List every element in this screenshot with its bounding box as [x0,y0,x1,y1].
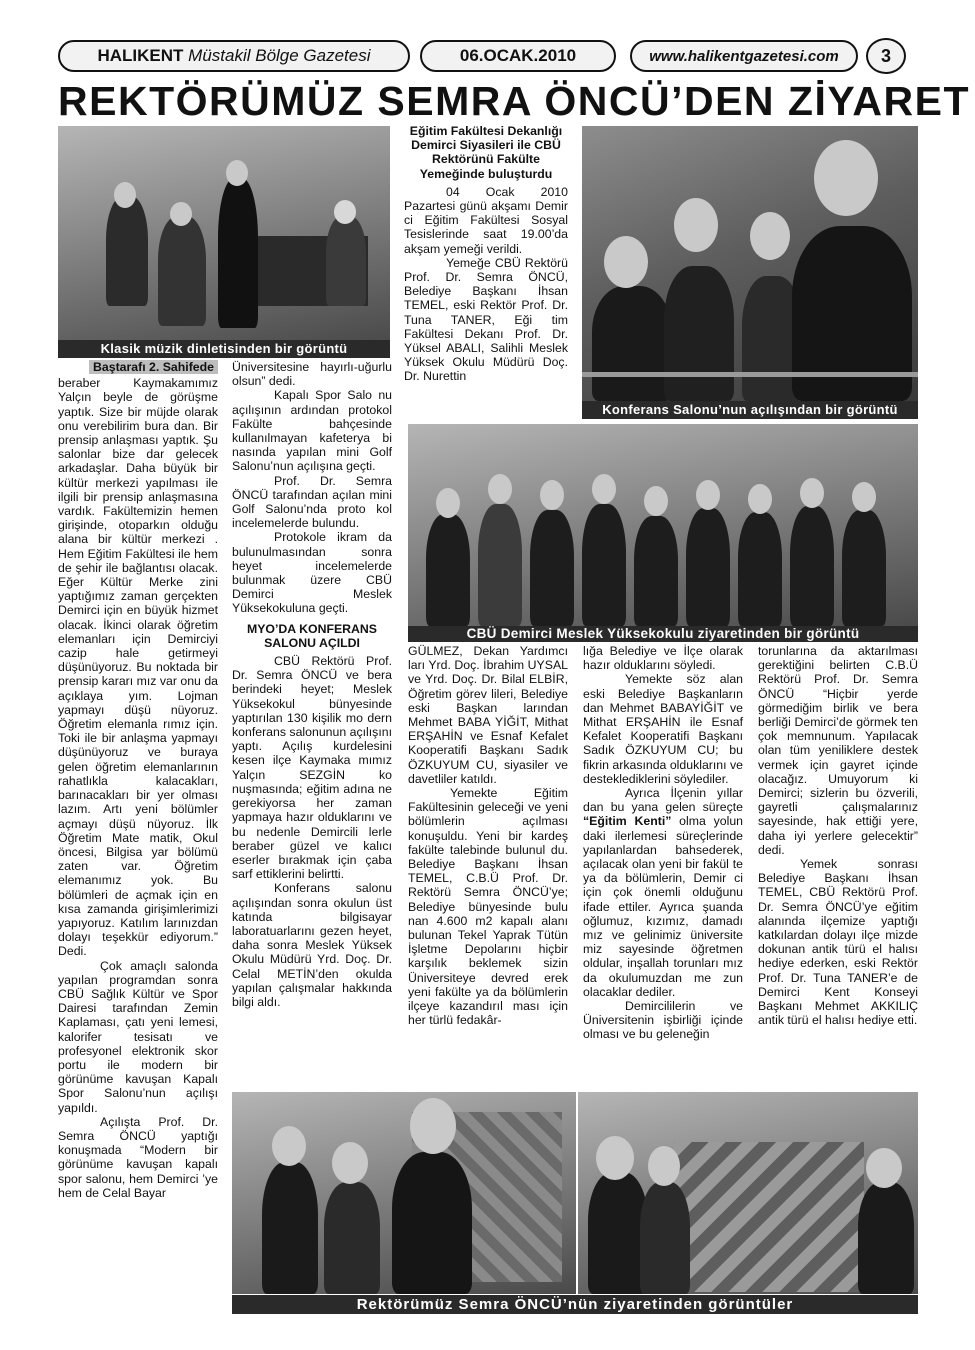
article-column-3-top [404,124,568,384]
website-box[interactable] [630,40,858,72]
col2-paragraph-6: Konferans salonu açılışından sonra okulun üst katında bilgisayar laboratuarlarını gezen heyet, daha sonra Meslek Yüksek Okulu Müdürü Yrd. Doç. Dr. Celal METİN’den okulda yapılan çalışmalar hakkında bilgi aldı. [232,881,392,1009]
col1-paragraph-3: Açılışta Prof. Dr. Semra ÖNCÜ yaptığı konuşmada “Modern bir görünüme kavuşan kapalı spor salonu, hem Demirci ’ye hem de Celal Bayar [58,1114,218,1200]
col1-paragraph-2: Çok amaçlı salonda yapılan programdan sonra CBÜ Sağlık Kültür ve Spor Dairesi tarafından Zemin Kaplaması, çatı yeni lemesi, kalorifer tesisatı ve profesyonel elektronik skor portu ile modern bir görünüme kavuşan Kapalı Spor Salonu’nun açılışı yapıldı. [58,958,218,1115]
col2-paragraph-5: CBÜ Rektörü Prof. Dr. Semra ÖNCÜ ve bera berindeki heyet; Meslek Yüksekokul bünyesinde yaptırılan 130 kişilik mo dern konferans salonunun açılışını yaptı. Açılış kurdelesini kesen ilçe Kaymaka mımız Yalçın SEZGİN ko nuşmasında; eğitim adına ne gerekiyorsa her zaman yapmaya hazır olduklarını ve bu nedenle Demircili lerle beraber güzel ve kalıcı eserler bırakmak için çaba sarf ettiklerini belirtti. [232,654,392,882]
photo-carpet-gift-1 [232,1092,576,1294]
col3-top-paragraph-2: Yemeğe CBÜ Rektörü Prof. Dr. Semra ÖNCÜ, Belediye Başkanı İhsan TEMEL, eski Rektör Prof. Dr. Tuna TANER, Eği tim Fakültesi Dekanı Prof. Dr. Yüksel ABALI, Salihli Meslek Yüksek Okulu Müdürü Doç. Dr. Nurettin [404,255,568,384]
paper-name: HALIKENT [97,46,184,65]
paper-subtitle: Müstakil Bölge Gazetesi [188,46,371,65]
website-link[interactable]: www.halikentgazetesi.com [649,47,839,65]
photo-ribbon-cutting [582,126,918,401]
caption-group-visit: CBÜ Demirci Meslek Yüksekokulu ziyaretinden bir görüntü [408,626,918,642]
col4-paragraph-4: Demircililerin ve Üniversitenin işbirliği içinde olması ve bu geleneğin [583,999,743,1042]
col3-top-paragraph-1: 04 Ocak 2010 Pazartesi günü akşamı Demir ci Eğitim Fakültesi Sosyal Tesislerinde saat 19.00’da akşam yemeği verildi. [404,184,568,256]
caption-concert: Klasik müzik dinletisinden bir görüntü [58,340,390,358]
paper-name-box [58,40,410,72]
col2-paragraph-3: Prof. Dr. Semra ÖNCÜ tarafından açılan mini Golf Salonu’nda proto kol incelemelerde bulundu. [232,473,392,531]
issue-date-text: 06.OCAK.2010 [459,46,577,65]
headline: REKTÖRÜMÜZ SEMRA ÖNCÜ’DEN ZİYARET [58,78,971,124]
col3-paragraph-2: Yemekte Eğitim Fakültesinin geleceği ve yeni bölümlerin açılması konuşuldu. Yeni bir kardeş fakülte talebinde bulunul du. Belediye Başkanı İhsan TEMEL, C.B.Ü Prof. Dr. Rektörü Semra ÖNCÜ’ye; Belediye bünyesinde bulu nan 4.600 m2 kapalı alanı bulunan Tekel Yaprak Tütün İşletme Depolarını hiçbir karşılık beklemek sizin Üniversiteye devred erek yeni fakülte ya da bölümlerin ilçeye kazandırıl ması için her türlü fedakâr- [408,786,568,1028]
article-column-5 [758,644,918,1027]
photo-concert [58,126,390,342]
col4-paragraph-1: lığa Belediye ve İlçe olarak hazır olduklarını söyledi. [583,644,743,673]
col2-paragraph-2: Kapalı Spor Salo nu açılışının ardından protokol Fakülte bahçesinde kullanılmayan kafeterya bi nasında yapılan mini Golf Salonu’nun açılışına geçti. [232,388,392,474]
page-number-text: 3 [880,45,891,66]
col5-paragraph-2: Yemek sonrası Belediye Başkanı İhsan TEMEL, CBÜ Rektörü Prof. Dr. Semra ÖNCÜ’ye eğitim alanında ilçemize yaptığı katkılardan dolayı ilçe mizde dokunan antik türü el halısı hediye ederken, eski Rektör Prof. Dr. Tuna TANER’e de Demirci Kent Konseyi Başkanı Mehmet AKKILIÇ antik türü el halısı hediye etti. [758,857,918,1028]
col3-paragraph-1: GÜLMEZ, Dekan Yardımcı ları Yrd. Doç. İbrahim UYSAL ve Yrd. Doç. Dr. Bilal ELBİR, Öğretim görev lileri, Belediye eski Başkan larından Mehmet BABA YİĞİT, Mithat ERŞAHİN ve Esnaf Kefalet Kooperatifi Başkanı Sadık ÖZKUYUM CU, siyasiler ve davetliler katıldı. [408,644,568,786]
col4-paragraph-3: Ayrıca İlçenin yıllar dan bu yana gelen süreçte “Eğitim Kenti” olma yolun daki ilerlemesi süreçlerinde yapılanlardan bahsederek, açılacak olan yeni bir fakül te ya da bölümlerin, Demir ci için çok önemli olduğunu ifade ettiler. Ayrıca şuanda oğlumuz, kızımız, damadı mız ve gelinimiz üniversite miz sayesinde öğretmen oldular, inşallah torunları mız da okulumuzdan me zun olacaklar dediler. [583,786,743,999]
subheading-conference-hall: MYO’DA KONFERANS SALONU AÇILDI [246,621,378,650]
issue-date [420,40,616,72]
article-column-1 [58,360,218,1200]
page-number [866,38,906,74]
article-column-3 [408,644,568,1027]
col2-paragraph-1: Üniversitesine hayırlı-uğurlu olsun” dedi. [232,360,392,389]
article-column-2 [232,360,392,1009]
photo-carpet-gift-2 [578,1092,918,1294]
caption-ribbon-cutting: Konferans Salonu’nun açılışından bir görüntü [582,401,918,419]
col2-paragraph-4: Protokole ikram da bulunulmasından sonra heyet incelemelerde bulunmak üzere CBÜ Demirci Meslek Yüksekokuluna geçti. [232,530,392,616]
col5-paragraph-1: torunlarına da aktarılması gerektiğini belirten C.B.Ü Rektörü Prof. Dr. Semra ÖNCÜ “Hiçbir yerde görmediğim birlik ve bera berliği Demirci’de görmek ten çok memnunum. Yapılacak olan tüm yeniliklere destek vermek için gayret içinde olacağız. Umuyorum ki Demirci; sizlerin bu özverili, gayretli çalışmalarınız sayesinde, hak ettiği yere, daha iyi yerlere gelecektir” dedi. [758,644,918,857]
subheading-faculty-dinner: Eğitim Fakültesi Dekanlığı Demirci Siyasileri ile CBÜ Rektörünü Fakülte Yemeğinde buluşturdu [409,124,563,181]
article-column-4 [583,644,743,1042]
caption-bottom-photos: Rektörümüz Semra ÖNCÜ’nün ziyaretinden görüntüler [232,1295,918,1314]
photo-group-visit [408,424,918,626]
col4-paragraph-2: Yemekte söz alan eski Belediye Başkanların dan Mehmet BABAYİĞİT ve Mithat ERŞAHİN ile Esnaf Kefalet Kooperatifi Başkanı Sadık ÖZKUYUM CU; bu fikrin arkasında olduklarını ve desteklediklerini söylediler. [583,672,743,786]
continued-tag: Baştarafı 2. Sahifede [89,360,218,374]
col1-paragraph-1: beraber Kaymakamımız Yalçın beyle de görüşme yaptık. Size bir müjde olarak onu verebilirim bura dan. Bir prensip anlaşması yaptık. Şu salonlar bize dar gelecek arkadaşlar. Daha büyük bir kültür merkezi yapılması ile ilgili bir prensip anlaşmasına vardık. Fakültemizin hemen girişinde, otoparkın olduğu alana bir kültür merkezi . Hem Eğitim Fakültesi ile hem de şehir ile bağlantısı olacak. Eğer Kültür Merke zini yaptığımız zaman gerçekten Demirci için en büyük hizmet olacak. İkinci olarak öğretim elemanları için Demirciyi cazip hale getirmeyi düşünüyoruz. Bu noktada bir prensip kararı mız var onu da açıklaya yım. Lojman yapmayı düşü nüyoruz. Öğretim elemanla rımız için. Toki ile bir anlaşma yapmayı düşünüyoruz ve buraya gelen öğretim elemanlarının rahatlıkla kalacakları, barınacakları bir yer olması lazım. Artı yeni bölümler açmayı düşü nüyoruz. İlk Öğretim Mate matik, Okul öncesi, Bilgisa yar bölümü zaten var. Öğretim elemanımız yok. Bu bölümleri de açmak için en kısa zamanda girişimlerimizi yapıyoruz. Katılım larınızdan dolayı teşekkür ediyorum.” Dedi. [58,376,218,959]
education-city-phrase: “Eğitim Kenti” [583,814,672,829]
